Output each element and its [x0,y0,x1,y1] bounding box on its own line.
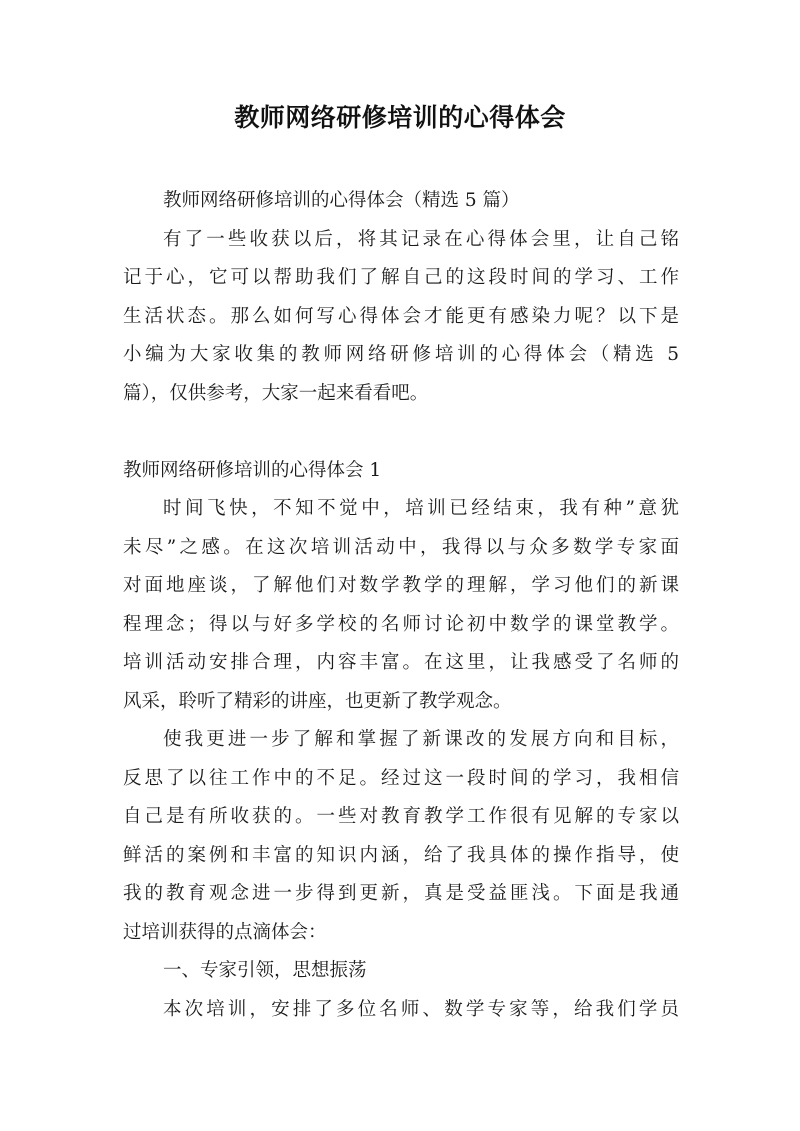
text-line-content: 一、专家引领，思想振荡 [163,960,367,981]
text-line [123,298,679,337]
text-line-content: 程理念；得以与好多学校的名师讨论初中数学的课堂教学。 [123,613,679,635]
text-line [123,221,679,260]
text-line-content: 时间飞快，不知不觉中，培训已经结束，我有种”意犹 [163,498,679,519]
text-line-content: 我的教育观念进一步得到更新，真是受益匪浅。下面是我通 [123,883,679,904]
text-line [123,452,679,491]
text-line-content: 对面地座谈，了解他们对数学教学的理解，学习他们的新课 [123,575,679,596]
text-line [123,375,679,414]
text-line-content: 生活状态。那么如何写心得体会才能更有感染力呢？以下是 [123,305,679,327]
text-line-content: 使我更进一步了解和掌握了新课改的发展方向和目标， [163,729,679,750]
text-line [123,490,679,529]
text-line [123,798,679,837]
document-title: 教师网络研修培训的心得体会 [234,103,566,132]
text-line-content: 自己是有所收获的。一些对教育教学工作很有见解的专家以 [123,806,679,827]
text-line-content: 过培训获得的点滴体会： [123,921,327,943]
text-line [123,336,679,375]
text-line [123,837,679,876]
text-line [123,529,679,568]
text-line [123,991,679,1030]
text-line-content: 篇），仅供参考，大家一起来看看吧。 [123,382,429,404]
text-line [123,644,679,683]
text-line [123,721,679,760]
text-line [123,760,679,799]
text-line-content: 培训活动安排合理，内容丰富。在这里，让我感受了名师的 [123,652,679,673]
text-line [123,567,679,606]
paragraph-gap [123,413,679,452]
text-line [123,952,679,991]
text-line [123,606,679,645]
text-line-content: 未尽”之感。在这次培训活动中，我得以与众多数学专家面 [123,536,679,558]
text-line-content: 风采，聆听了精彩的讲座，也更新了教学观念。 [123,690,512,712]
text-line-content: 记于心，它可以帮助我们了解自己的这段时间的学习、工作 [123,267,679,288]
text-line-content: 教师网络研修培训的心得体会（精选 5 篇） [163,190,520,211]
text-line-content: 鲜活的案例和丰富的知识内涵，给了我具体的操作指导，使 [123,844,679,866]
text-line [123,182,679,221]
text-line-content: 本次培训，安排了多位名师、数学专家等，给我们学员 [163,998,679,1020]
text-line-content: 教师网络研修培训的心得体会 1 [123,459,382,481]
text-line-content: 反思了以往工作中的不足。经过这一段时间的学习，我相信 [123,767,679,789]
text-line [123,259,679,298]
text-line [123,875,679,914]
text-line-content: 小编为大家收集的教师网络研修培训的心得体会（精选 5 [123,344,679,365]
text-line-content: 有了一些收获以后，将其记录在心得体会里，让自己铭 [163,228,679,250]
text-line [123,914,679,953]
text-line [123,683,679,722]
document-body [123,182,679,1029]
